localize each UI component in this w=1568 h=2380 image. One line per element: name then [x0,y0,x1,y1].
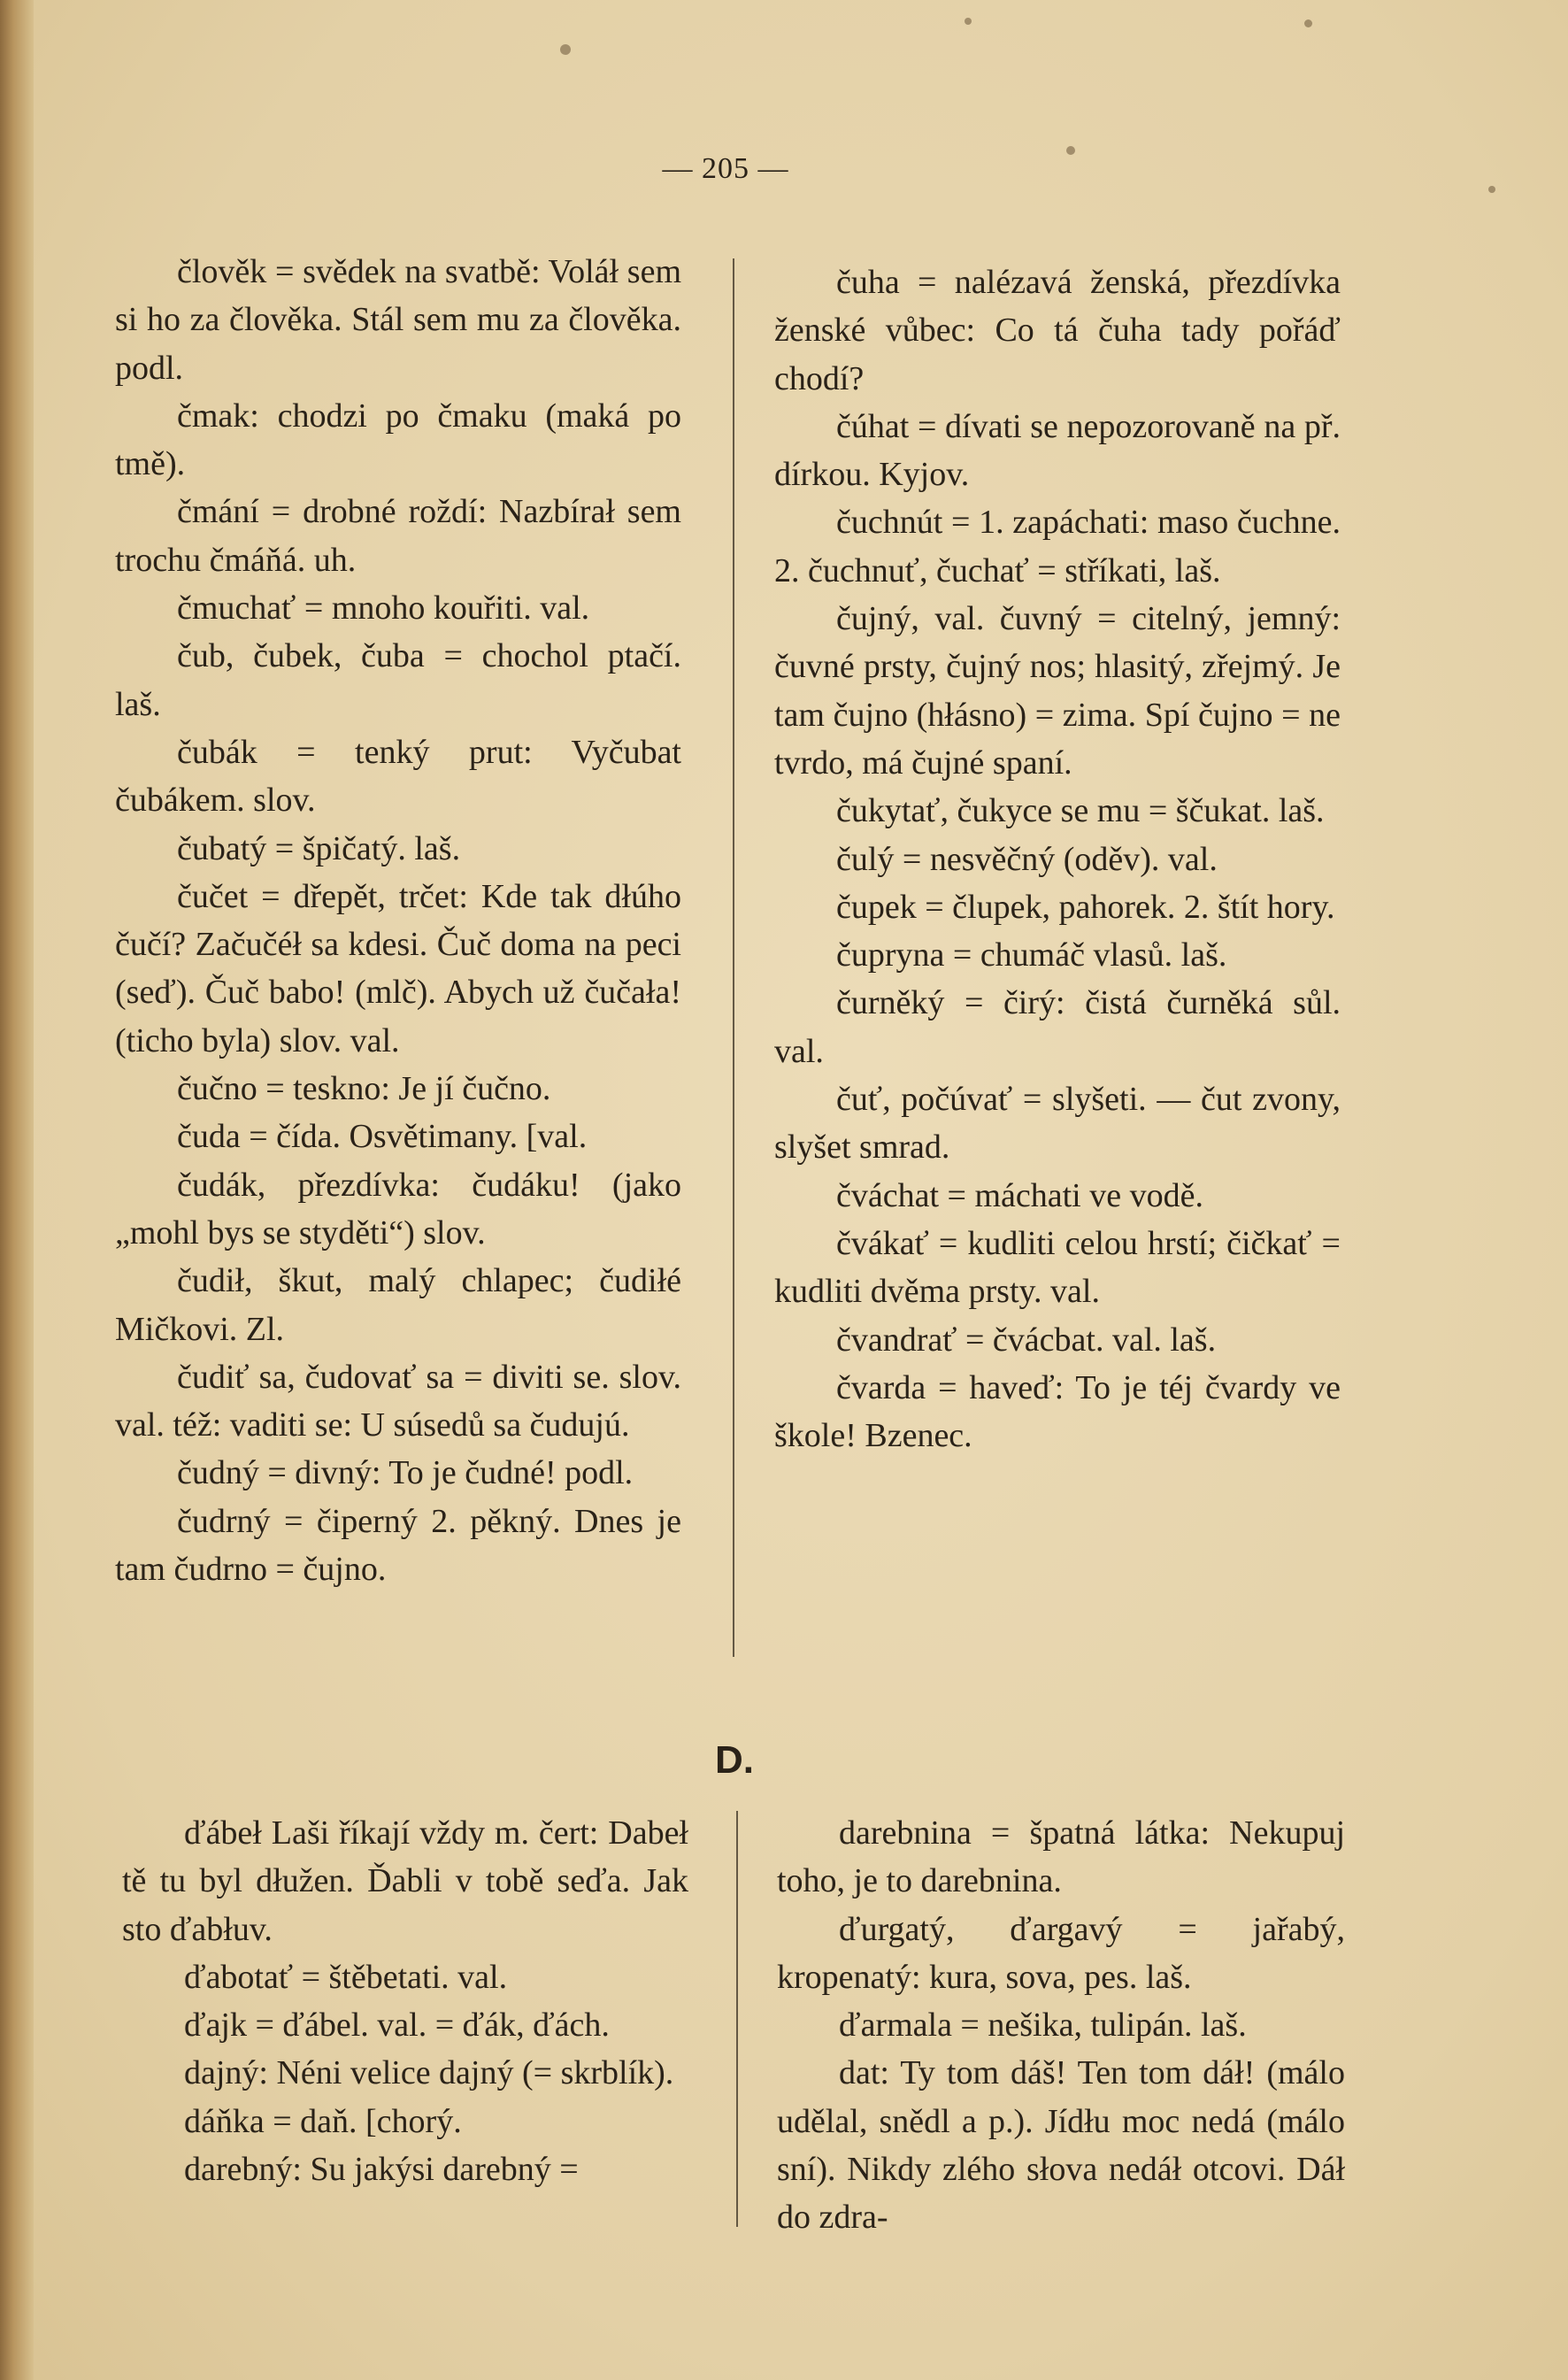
entry-dat: dat: Ty tom dáš! Ten tom dáł! (málo udělal, snědl a p.). Jídłu moc nedá (málo sní). Nikdy zlého słova nedáł otcovi. Dáł do zdra- [777,2054,1345,2237]
column-divider-bottom [736,1811,738,2227]
entry-curneky: čurněký = čirý: čistá čurněká sůl. val. [774,984,1341,1070]
book-spine-edge [0,0,34,2380]
entry-cuha: čuha = nalézavá ženská, přezdívka ženské vůbec: Co tá čuha tady pořáď chodí? [774,264,1341,397]
entry-dajny: dajný: Néni velice dajný (= skrblík). [184,2054,674,2092]
entry-cuhat: čúhat = dívati se nepozorovaně na př. dírkou. Kyjov. [774,407,1341,494]
entry-cmani: čmání = drobné roždí: Nazbírał sem trochu čmáňá. uh. [115,493,681,579]
entry-cvakat: čvákať = kudliti celou hrstí; čičkať = kudliti dvěma prsty. val. [774,1224,1341,1311]
entry-cupryna: čupryna = chumáč vlasů. laš. [836,936,1227,974]
paper-speck [1488,186,1495,193]
entry-darmala: ďarmala = nešika, tulipán. laš. [839,2006,1247,2045]
entry-cvarda: čvarda = haveď: To je téj čvardy ve škole! Bzenec. [774,1368,1341,1455]
column-bottom-left [122,1809,688,2193]
column-bottom-right [777,1809,1345,2242]
entry-cudil: čudił, škut, malý chlapec; čudiłé Mičkovi. Zl. [115,1262,681,1348]
column-divider-top [733,258,734,1657]
entry-cujny: čujný, val. čuvný = citelný, jemný: čuvné prsty, čujný nos; hlasitý, zřejmý. Je tam čujno (hłásno) = zima. Spí čujno = ne tvrdo, má čujné spaní. [774,600,1341,782]
entry-darebny: darebný: Su jakýsi darebný = [184,2151,579,2189]
entry-cudrny: čudrný = čiperný 2. pěkný. Dnes je tam čudrno = čujno. [115,1502,681,1589]
paper-speck [560,44,571,55]
page-number: — 205 — [662,152,789,185]
entry-cudit-sa: čudiť sa, čudovať sa = diviti se. slov. val. též: vaditi se: U súsedů sa čudujú. [115,1358,681,1444]
entry-dabel: ďábeł Laši říkají vždy m. čert: Dabeł tě tu byl dłužen. Ďabli v tobě seďa. Jak sto ďabłuv. [122,1814,688,1948]
entry-cubaty: čubatý = špičatý. laš. [177,829,461,867]
entry-cmuchat: čmuchať = mnoho kouřiti. val. [177,589,590,628]
entry-cubak: čubák = tenký prut: Vyčubat čubákem. slov. [115,733,681,820]
paper-speck [1066,146,1075,155]
entry-dajk: ďajk = ďábel. val. = ďák, ďách. [184,2006,610,2045]
entry-cuda: čuda = čída. Osvětimany. [val. [177,1118,588,1156]
paper-speck [1304,19,1312,27]
entry-cudny: čudný = divný: To je čudné! podl. [177,1454,634,1492]
entry-culy: čulý = nesvěčný (oděv). val. [836,840,1218,878]
section-heading-d: D. [715,1738,754,1782]
entry-dabotat: ďabotať = štěbetati. val. [184,1958,508,1996]
paper-speck [965,18,972,25]
entry-cudak: čudák, přezdívka: čudáku! (jako „mohl bys se styděti“) slov. [115,1166,681,1252]
entry-cuchnut: čuchnút = 1. zapáchati: maso čuchne. 2. čuchnuť, čuchať = stříkati, laš. [774,504,1341,589]
entry-cub: čub, čubek, čuba = chochol ptačí. laš. [115,637,681,723]
column-top-left [115,248,681,1593]
entry-durgaty: ďurgatý, ďargavý = jařabý, kropenatý: kura, sova, pes. laš. [777,1910,1345,1996]
entry-cucet: čučet = dřepět, trčet: Kde tak dłúho čučí? Začučéł sa kdesi. Čuč doma na peci (seď). Čuč babo! (mlč). Abych už čučała! (ticho byla) slov. val. [115,877,681,1059]
entry-cvandrat: čvandrať = čvácbat. val. laš. [836,1321,1217,1359]
column-top-right [774,258,1341,1460]
entry-cukytat: čukytať, čukyce se mu = ščukat. laš. [836,792,1325,830]
entry-clovek: člověk = svědek na svatbě: Voláł sem si ho za člověka. Stál sem mu za člověka. podl. [115,253,681,387]
entry-cvachat: čváchat = máchati ve vodě. [836,1176,1203,1214]
entry-cucno: čučno = teskno: Je jí čučno. [177,1070,551,1108]
entry-cmak: čmak: chodzi po čmaku (maká po tmě). [115,397,681,483]
entry-danka: dáňka = daň. [chorý. [184,2102,462,2140]
entry-cupek: čupek = člupek, pahorek. 2. štít hory. [836,888,1335,926]
entry-cut: čuť, počúvať = slyšeti. — čut zvony, slyšet smrad. [774,1081,1341,1167]
entry-darebnina: darebnina = špatná látka: Nekupuj toho, je to darebnina. [777,1814,1345,1900]
